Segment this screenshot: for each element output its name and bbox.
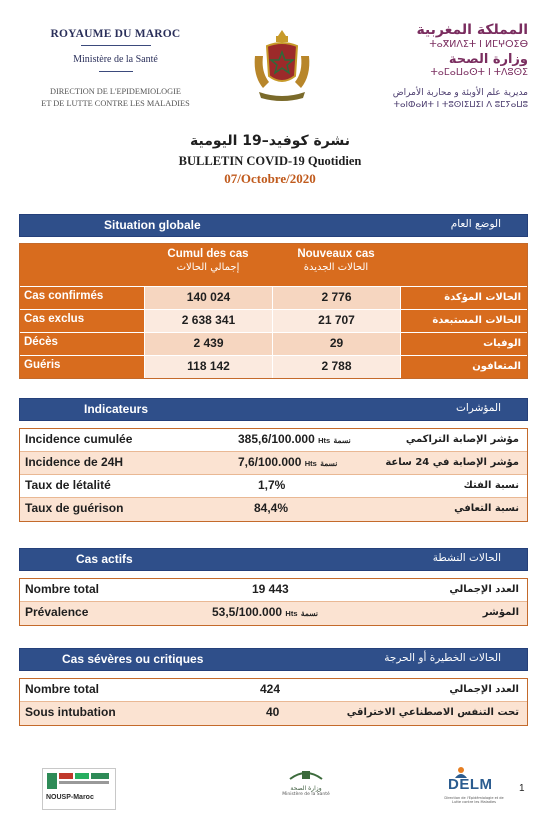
row-label-arabic: مؤشر الإصابة في 24 ساعة: [385, 457, 519, 468]
tifinagh-direction: ⵜⴰⵏⵀⴰⵍⵜ ⵏ ⵜⵓⵙⵏⵉⵡⵉⵏ ⴷ ⵓⵎⵢⴰⵡⵓ: [393, 100, 528, 110]
cumul-value: 118 142: [144, 356, 272, 378]
list-item: [20, 429, 527, 452]
section-title: Situation globale: [104, 218, 201, 232]
row-label-arabic: نسبة التعافي: [454, 503, 519, 514]
table-row: [20, 309, 527, 332]
row-label: Sous intubation: [25, 705, 116, 719]
table-row: [20, 332, 527, 355]
row-value: 40: [266, 705, 280, 719]
divider: [99, 71, 133, 72]
arabic-ministry: وزارة الصحة: [448, 52, 528, 67]
tifinagh-kingdom: ⵜⴰⴳⵍⴷⵉⵜ ⵏ ⵍⵎⵖⵔⵉⴱ: [429, 39, 528, 50]
section-title-arabic: الوضع العام: [450, 218, 501, 230]
row-value: 84,4%: [254, 501, 289, 515]
row-label: Taux de létalité: [25, 478, 111, 492]
arabic-direction: مديرية علم الأوبئة و محاربة الأمراض: [392, 88, 528, 98]
row-label: Incidence cumulée: [25, 432, 133, 446]
section-title: Indicateurs: [84, 402, 149, 416]
row-label-arabic: المتعافون: [400, 356, 527, 378]
nousp-logo: [42, 768, 116, 810]
row-value: 385,6/100.000 Hts نسمة: [238, 432, 351, 446]
new-value: 2 776: [272, 287, 400, 309]
list-item: [20, 475, 527, 498]
list-item: [20, 602, 527, 625]
bulletin-title-block: [0, 133, 540, 187]
row-label-arabic: الحالات المؤكدة: [400, 287, 527, 309]
row-label: Décès: [20, 333, 144, 355]
delm-logo-text: DELM: [448, 776, 493, 793]
arabic-kingdom: المملكة المغربية: [416, 22, 528, 38]
table-row: [20, 286, 527, 309]
kingdom-title: ROYAUME DU MAROC: [50, 28, 181, 40]
ministry-title: Ministère de la Santé: [73, 54, 158, 65]
bulletin-title: BULLETIN COVID-19 Quotidien: [178, 154, 362, 168]
ministry-logo: وزارة الصحة Ministère de la Santé: [282, 765, 330, 807]
row-label: Guéris: [20, 356, 144, 378]
list-item: [20, 579, 527, 602]
row-label: Taux de guérison: [25, 501, 124, 515]
row-value: 424: [260, 682, 281, 696]
divider: [81, 45, 151, 46]
section-header-situation: [19, 214, 528, 237]
row-label-arabic: العدد الإجمالي: [449, 684, 519, 695]
indicators-list: [19, 428, 528, 522]
cumul-value: 2 439: [144, 333, 272, 355]
section-header-severe: [19, 648, 528, 671]
section-title-arabic: الحالات النشطة: [432, 552, 501, 564]
row-label: Cas confirmés: [20, 287, 144, 309]
header-right: [348, 22, 528, 110]
row-label-arabic: الحالات المستبعدة: [400, 310, 527, 332]
list-item: [20, 679, 527, 702]
direction-title: DIRECTION DE L'EPIDEMIOLOGIE ET DE LUTTE CONTRE LES MALADIES: [41, 87, 190, 108]
section-title-arabic: الحالات الخطيرة أو الحرجة: [384, 652, 501, 664]
row-value: 53,5/100.000 Hts نسمة: [212, 605, 318, 619]
row-label-arabic: الوفيات: [400, 333, 527, 355]
table-row: [20, 355, 527, 378]
cumul-value: 140 024: [144, 287, 272, 309]
row-value: 19 443: [252, 582, 289, 596]
section-header-active: [19, 548, 528, 571]
situation-table: [19, 243, 528, 379]
bulletin-title-arabic: نشرة كوفيد–19 اليومية: [189, 133, 351, 149]
nousp-logo-text: NOUSP-Maroc: [46, 794, 94, 801]
row-label: Prévalence: [25, 605, 89, 619]
row-value: 1,7%: [258, 478, 286, 492]
row-label-arabic: العدد الإجمالي: [449, 584, 519, 595]
row-label-arabic: مؤشر الإصابة التراكمي: [405, 434, 519, 445]
section-header-indicators: [19, 398, 528, 421]
section-title-arabic: المؤشرات: [455, 402, 501, 414]
row-label: Nombre total: [25, 582, 100, 596]
list-item: [20, 452, 527, 475]
page-number: 1: [519, 783, 525, 794]
section-title: Cas sévères ou critiques: [62, 652, 204, 666]
row-label-arabic: تحت التنفس الاصطناعي الاختراقي: [346, 707, 519, 718]
column-header-new: Nouveaux cas الحالات الجديدة: [297, 248, 375, 273]
new-value: 21 707: [272, 310, 400, 332]
new-value: 2 788: [272, 356, 400, 378]
coat-of-arms-emblem: [247, 26, 317, 102]
cumul-value: 2 638 341: [144, 310, 272, 332]
severe-cases-list: [19, 678, 528, 726]
header-left: [28, 28, 203, 110]
bulletin-date: 07/Octobre/2020: [224, 171, 316, 186]
delm-logo-caption: Direction de l'Epidémiologie et de Lutte contre les Maladies: [444, 796, 504, 804]
row-label: Nombre total: [25, 682, 100, 696]
row-label-arabic: نسبة الفتك: [463, 480, 519, 491]
new-value: 29: [272, 333, 400, 355]
list-item: [20, 702, 527, 725]
section-title: Cas actifs: [76, 552, 133, 566]
row-label: Cas exclus: [20, 310, 144, 332]
row-value: 7,6/100.000 Hts نسمة: [238, 455, 338, 469]
column-header-cumul: Cumul des cas إجمالي الحالات: [167, 248, 249, 273]
list-item: [20, 498, 527, 521]
delm-logo: [444, 766, 504, 808]
active-cases-list: [19, 578, 528, 626]
row-label: Incidence de 24H: [25, 455, 124, 469]
tifinagh-ministry: ⵜⴰⵎⴰⵡⴰⵙⵜ ⵏ ⵜⴷⵓⵙⵉ: [430, 67, 528, 78]
table-header: [20, 244, 527, 286]
row-label-arabic: المؤشر: [482, 607, 519, 618]
